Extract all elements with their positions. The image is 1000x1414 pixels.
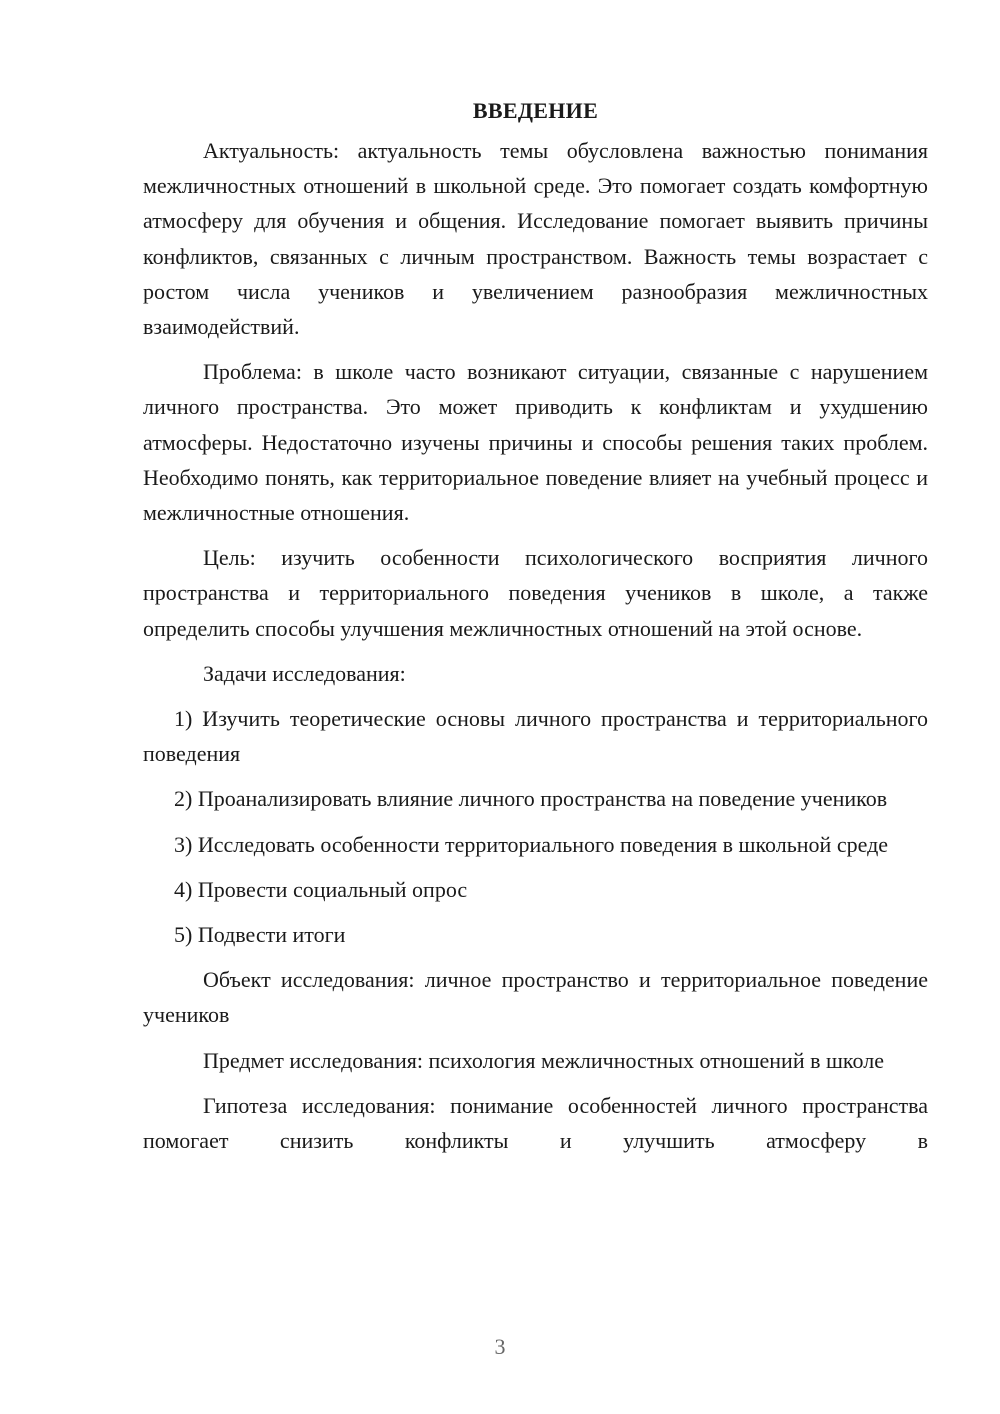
relevance-paragraph: Актуальность: актуальность темы обусловлена важностью понимания межличностных отношений в школьной среде. Это помогает создать комфортную атмосферу для обучения и общения. Исследование помогает выявить причины конфликтов, связанных с личным пространством. Важность темы возрастает с ростом числа учеников и увеличением разнообразия межличностных взаимодействий. (143, 138, 928, 340)
section-heading: ВВЕДЕНИЕ (472, 98, 599, 123)
subject-paragraph: Предмет исследования: психология межличностных отношений в школе (203, 1047, 884, 1073)
task-item: 2) Проанализировать влияние личного пространства на поведение учеников (174, 786, 888, 812)
task-item: 1) Изучить теоретические основы личного пространства и территориального поведения (143, 706, 928, 767)
task-item: 3) Исследовать особенности территориального поведения в школьной среде (174, 831, 889, 857)
task-item: 4) Провести социальный опрос (174, 876, 468, 902)
task-item: 5) Подвести итоги (174, 922, 346, 948)
problem-paragraph: Проблема: в школе часто возникают ситуации, связанные с нарушением личного пространства. Это может приводить к конфликтам и ухудшению атмосферы. Недостаточно изучены причины и способы решения таких проблем. Необходимо понять, как территориальное поведение влияет на учебный процесс и межличностные отношения. (143, 359, 928, 526)
tasks-title: Задачи исследования: (203, 660, 406, 686)
document-page (143, 93, 928, 1333)
page-number: 3 (494, 1334, 506, 1359)
object-paragraph: Объект исследования: личное пространство и территориальное поведение учеников (143, 967, 928, 1028)
hypothesis-paragraph: Гипотеза исследования: понимание особенностей личного пространства помогает снизить конфликты и улучшить атмосферу в (143, 1092, 928, 1154)
goal-paragraph: Цель: изучить особенности психологического восприятия личного пространства и территориального поведения учеников в школе, а также определить способы улучшения межличностных отношений на этой основе. (143, 545, 928, 641)
